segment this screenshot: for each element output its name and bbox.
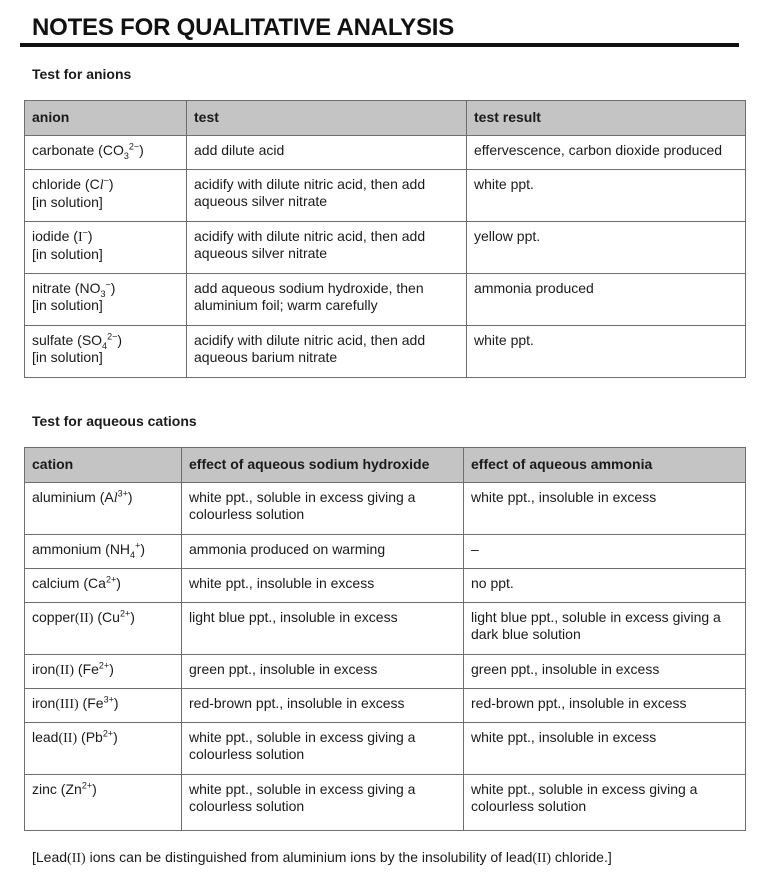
- formula-charge: 2+: [119, 607, 131, 618]
- formula-charge: 2+: [81, 779, 93, 790]
- formula-charge: 3+: [103, 693, 114, 704]
- table-row-lead-ii: [25, 722, 746, 774]
- cation-cell: zinc $(Zn^{2+})$: [25, 774, 182, 830]
- page-title: NOTES FOR QUALITATIVE ANALYSIS: [32, 14, 455, 41]
- cation-cell: copper(II) $(Cu^{2+})$: [25, 602, 182, 654]
- table-row-iron-ii: [25, 654, 746, 688]
- footnote: [32, 849, 612, 867]
- cation-cell: ammonium $(NH_4^+)$: [25, 534, 182, 568]
- anion-qualifier: [in solution]: [32, 297, 103, 313]
- result-cell: effervescence, carbon dioxide produced: [467, 135, 746, 169]
- oxidation-state: (II): [74, 610, 94, 626]
- nh3-effect-cell: –: [464, 534, 746, 568]
- formula-charge: 2−: [107, 330, 118, 341]
- column-header-sodium-hydroxide: effect of aqueous sodium hydroxide: [182, 448, 464, 483]
- cation-name: aluminium: [32, 488, 96, 505]
- naoh-effect-cell: ammonia produced on warming: [182, 534, 464, 568]
- naoh-effect-cell: red-brown ppt., insoluble in excess: [182, 688, 464, 722]
- anion-qualifier: [in solution]: [32, 349, 103, 365]
- anion-name: iodide: [32, 227, 70, 244]
- test-cell: add dilute acid: [187, 135, 467, 169]
- oxidation-state: (II): [55, 662, 75, 678]
- table-row-iodide: [25, 221, 746, 273]
- table-row-iron-iii: [25, 688, 746, 722]
- oxidation-state: (II): [58, 730, 78, 746]
- nh3-effect-cell: red-brown ppt., insoluble in excess: [464, 688, 746, 722]
- anion-cell: iodide (I−) [in solution]: [25, 221, 187, 273]
- anion-cell: nitrate $(NO_3^-)$ [in solution]: [25, 273, 187, 325]
- formula: NO: [79, 279, 101, 296]
- cation-name: copper: [32, 608, 75, 625]
- cation-cell: iron(III) $(Fe^{3+})$: [25, 688, 182, 722]
- formula-charge: 2+: [98, 659, 110, 670]
- formula: Cu: [102, 608, 120, 625]
- naoh-effect-cell: white ppt., insoluble in excess: [182, 568, 464, 602]
- nh3-effect-cell: white ppt., soluble in excess giving a colourless solution: [464, 774, 746, 830]
- table-row-aluminium: [25, 482, 746, 534]
- nh3-effect-cell: light blue ppt., soluble in excess giving a dark blue solution: [464, 602, 746, 654]
- cation-cell: iron(II) $(Fe^{2+})$: [25, 654, 182, 688]
- table-row-zinc: [25, 774, 746, 830]
- formula: Pb: [85, 728, 103, 745]
- oxidation-state: (II): [67, 851, 86, 866]
- cation-table: [24, 447, 746, 831]
- anion-cell: sulfate $(SO_4^{2-})$ [in solution]: [25, 325, 187, 377]
- formula-subscript: 4: [102, 340, 108, 351]
- formula-charge: +: [135, 539, 141, 550]
- test-cell: acidify with dilute nitric acid, then add aqueous barium nitrate: [187, 325, 467, 377]
- result-cell: yellow ppt.: [467, 221, 746, 273]
- formula: SO: [81, 331, 103, 348]
- cation-cell: calcium $(Ca^{2+})$: [25, 568, 182, 602]
- formula: Ca: [88, 574, 106, 591]
- formula-charge: 2+: [105, 573, 117, 584]
- anion-name: chloride: [32, 175, 82, 192]
- result-cell: white ppt.: [467, 169, 746, 221]
- nh3-effect-cell: white ppt., insoluble in excess: [464, 482, 746, 534]
- cation-section-heading: Test for aqueous cations: [32, 413, 197, 429]
- oxidation-state: (III): [55, 696, 79, 712]
- formula-charge: 2−: [128, 140, 140, 151]
- table-row-carbonate: [25, 135, 746, 169]
- cation-cell: aluminium $(Al^{3+})$: [25, 482, 182, 534]
- column-header-cation: cation: [25, 448, 182, 483]
- column-header-ammonia: effect of aqueous ammonia: [464, 448, 746, 483]
- anion-cell: carbonate $(CO_3^{2-})$: [25, 135, 187, 169]
- anion-name: carbonate: [32, 141, 95, 158]
- formula: Zn: [65, 780, 82, 797]
- anion-table: [24, 100, 746, 378]
- table-row-nitrate: [25, 273, 746, 325]
- column-header-test: test: [187, 101, 467, 136]
- table-row-calcium: [25, 568, 746, 602]
- formula: NH: [109, 540, 131, 557]
- table-row-ammonium: [25, 534, 746, 568]
- naoh-effect-cell: light blue ppt., insoluble in excess: [182, 602, 464, 654]
- naoh-effect-cell: white ppt., soluble in excess giving a colourless solution: [182, 774, 464, 830]
- oxidation-state: (II): [532, 851, 552, 866]
- footnote-text: chloride.]: [551, 849, 612, 865]
- formula-charge: −: [103, 174, 109, 185]
- anion-name: sulfate: [32, 331, 74, 348]
- anion-name: nitrate: [32, 279, 71, 296]
- column-header-test-result: test result: [467, 101, 746, 136]
- cation-cell: lead(II) $(Pb^{2+})$: [25, 722, 182, 774]
- cation-name: calcium: [32, 574, 80, 591]
- nh3-effect-cell: no ppt.: [464, 568, 746, 602]
- formula: I: [77, 229, 83, 245]
- cation-name: lead: [32, 728, 59, 745]
- nh3-effect-cell: white ppt., insoluble in excess: [464, 722, 746, 774]
- formula-charge: 3+: [117, 487, 128, 498]
- naoh-effect-cell: green ppt., insoluble in excess: [182, 654, 464, 688]
- anion-cell: chloride (Cl−) [in solution]: [25, 169, 187, 221]
- formula: Fe: [87, 694, 104, 711]
- formula-subscript: 3: [123, 150, 129, 161]
- title-rule: [20, 43, 739, 47]
- anion-table-header-row: [25, 101, 746, 136]
- formula-subscript: 3: [100, 288, 106, 299]
- naoh-effect-cell: white ppt., soluble in excess giving a colourless solution: [182, 722, 464, 774]
- formula-charge: 2+: [102, 727, 114, 738]
- test-cell: acidify with dilute nitric acid, then add aqueous silver nitrate: [187, 169, 467, 221]
- anion-qualifier: [in solution]: [32, 246, 103, 262]
- cation-name: zinc: [32, 780, 57, 797]
- cation-name: ammonium: [32, 540, 102, 557]
- anion-qualifier: [in solution]: [32, 194, 103, 210]
- cation-name: iron: [32, 694, 56, 711]
- naoh-effect-cell: white ppt., soluble in excess giving a colourless solution: [182, 482, 464, 534]
- table-row-chloride: [25, 169, 746, 221]
- result-cell: ammonia produced: [467, 273, 746, 325]
- table-row-copper-ii: [25, 602, 746, 654]
- formula-subscript: 4: [130, 549, 136, 560]
- formula: CO: [102, 141, 124, 158]
- table-row-sulfate: [25, 325, 746, 377]
- formula-charge: −: [82, 226, 88, 237]
- cation-table-header-row: [25, 448, 746, 483]
- formula-charge: −: [105, 278, 111, 289]
- result-cell: white ppt.: [467, 325, 746, 377]
- nh3-effect-cell: green ppt., insoluble in excess: [464, 654, 746, 688]
- cation-name: iron: [32, 660, 56, 677]
- footnote-text: ions can be distinguished from aluminium ions by the insolubility of lead: [85, 849, 533, 865]
- test-cell: acidify with dilute nitric acid, then add aqueous silver nitrate: [187, 221, 467, 273]
- anion-section-heading: Test for anions: [32, 66, 132, 82]
- column-header-anion: anion: [25, 101, 187, 136]
- formula: Fe: [82, 660, 99, 677]
- footnote-text: [Lead: [32, 849, 68, 865]
- test-cell: add aqueous sodium hydroxide, then aluminium foil; warm carefully: [187, 273, 467, 325]
